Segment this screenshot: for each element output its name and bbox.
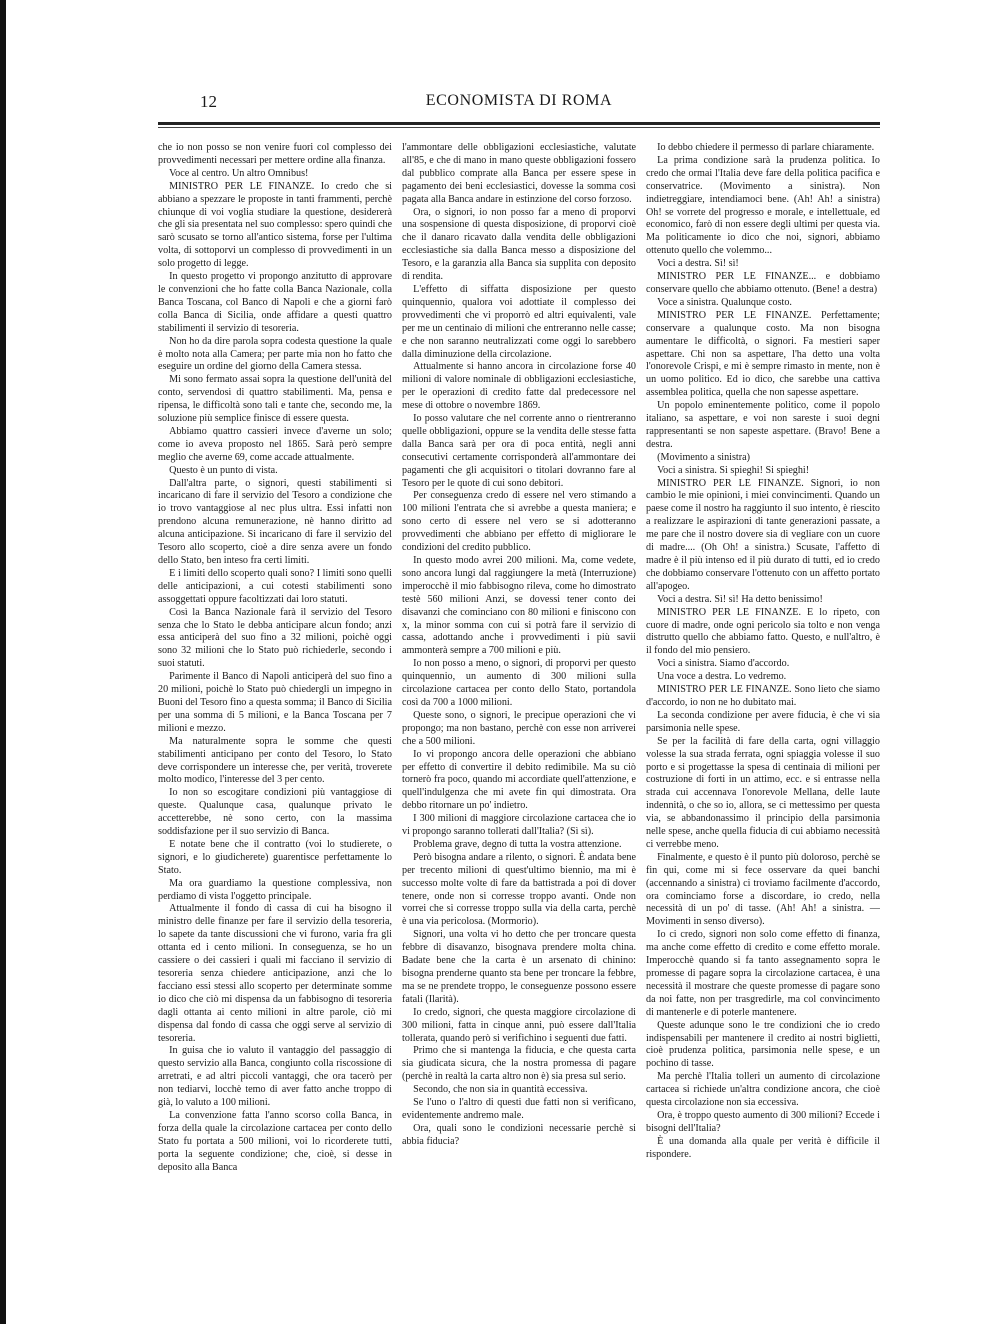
paragraph: Se l'uno o l'altro di questi due fatti non si verificano, evidentemente andremo male.	[402, 1097, 636, 1121]
paragraph: Attualmente il fondo di cassa di cui ha bisogno il ministro delle finanze per fare il servizio della tesoreria, lo sapete da tante discussioni che vi furono, varia fra gli ottanta ed i cento milioni. In conseguenza, se ho un cassiere o dei cassieri i quali mi facciano il servizio di tesoreria senza chiedere anticipazione, anzi che lo facciano essi stessi allo scoperto per determinate somme io dico che ciò mi dispensa da un fabbisogno di tesoreria dagli ottanta ai cento milioni in altre parole, ciò mi dispensa dal fondo di cassa che oggi serve al servizio di tesoreria.	[158, 903, 392, 1044]
paragraph: Ma naturalmente sopra le somme che questi stabilimenti anticipano per conto del Tesoro, lo Stato deve corrispondere un interesse che, per verità, troverete molto modico, l'interesse del 3 per cento.	[158, 735, 392, 786]
paragraph: Finalmente, e questo è il punto più doloroso, perchè se fin qui, come mi si fece osservare da quei banchi (accennando a sinistra) ci troviamo facilmente d'accordo, ora cominciamo forse a discordare, io credo, nella necessità di un po' di tasse. (Ah! Ah! a sinistra. — Movimenti in senso diverso).	[646, 851, 880, 928]
paragraph: Ora, è troppo questo aumento di 300 milioni? Eccede i bisogni dell'Italia?	[646, 1109, 880, 1134]
paragraph: Queste adunque sono le tre condizioni che io credo indispensabili per mantenere il credito ai nostri biglietti, cioè prudenza politica, parsimonia nelle spese, e un pochino di tasse.	[646, 1019, 880, 1070]
paragraph: MINISTRO PER LE FINANZE. Sono lieto che siamo d'accordo, io non ne ho dubitato mai.	[646, 684, 880, 708]
paragraph: Se per la facilità di fare della carta, ogni villaggio volesse la sua strada ferrata, ogni spiaggia volesse il suo porto e si progettasse la spesa di centinaia di milioni per costruzione di forti in un attimo, ecc. e si entrasse nella strada cui accennava l'onorevole Mellana, delle laute indennità, o che so io, allora, se ci mettessimo per questa via, se abbandonassimo il principio della parsimonia nelle spese, anche quella fiducia di cui abbiamo necessità ci verrebbe meno.	[646, 735, 880, 850]
paragraph: Mi sono fermato assai sopra la questione dell'unità del conto, servendosi di quattro stabilimenti. Ma, pensa e ripensa, le difficoltà sono tali e tante che, secondo me, la soluzione più semplice finisce di essere questa.	[158, 374, 392, 425]
paragraph: Ma ora guardiamo la questione complessiva, non perdiamo di vista l'oggetto principale.	[158, 877, 392, 902]
paragraph: Queste sono, o signori, le precipue operazioni che vi propongo; ma non bastano, perchè con esse non arriverei che a 500 milioni.	[402, 709, 636, 747]
paragraph: Per conseguenza credo di essere nel vero stimando a 100 milioni l'entrata che si avrebbe a questa maniera; e sono certo di essere nel vero se si adotteranno provvedimenti che abbiano per effetto di migliorare le condizioni del credito pubblico.	[402, 490, 636, 554]
paragraph: Io vi propongo ancora delle operazioni che abbiano per effetto di convertire il debito redimibile. Ma su ciò tornerò fra poco, quando mi accordiate quell'attenzione, e quell'indulgenza che mi avete fin qui dimostrata. Ora debbo ritornare un po' indietro.	[402, 748, 636, 812]
paragraph: Parimente il Banco di Napoli anticiperà del suo fino a 20 milioni, poichè lo Stato può chiedergli un impegno in Buoni del Tesoro fino a questa somma; il Banco di Sicilia per una somma di 5 milioni, e la Banca Toscana per 7 milioni e mezzo.	[158, 671, 392, 734]
paragraph: E notate bene che il contratto (voi lo studierete, o signori, e lo giudicherete) guarentisce perfettamente lo Stato.	[158, 838, 392, 876]
paragraph: Voci a sinistra. Siamo d'accordo.	[657, 658, 790, 670]
paragraph: Non ho da dire parola sopra codesta questione la quale è molto nota alla Camera; per parte mia non ho fatto che eseguire un ordine del giorno della Camera stessa.	[158, 335, 392, 373]
paragraph: MINISTRO PER LE FINANZE. Signori, io non cambio le mie opinioni, i miei convincimenti. Quando un paese come il nostro ha raggiunto il suo intento, è riescito a realizzare le aspirazioni di tante generazioni passate, a me pare che il nostro dovere sia di vegliare con un cuore di madre.... (Oh Oh! a sinistra.) Scusate, l'affetto di madre è il più intenso ed il più durato di tutti, ed io credo che dobbiamo conservare l'ottenuto con un affetto portato all'apogeo.	[646, 477, 880, 592]
paragraph: Però bisogna andare a rilento, o signori. È andata bene per trecento milioni di quest'ultimo biennio, ma mi è successo molte volte di fare da battistrada a poi di dover tenere, onde non si corresse troppo avanti. Onde non vorrei che si corresse troppo sulla via della carta, perchè è una via pericolosa. (Mormorio).	[402, 851, 636, 928]
paragraph: Voce a sinistra. Qualunque costo.	[657, 296, 792, 308]
paragraph: Dall'altra parte, o signori, questi stabilimenti si incaricano di fare il servizio del Tesoro a condizione che io trovo vantaggiose al nec plus ultra. Essi infatti non prendono alcuna remunerazione, nè hanno diritto ad alcuna anticipazione. Si incaricano di fare il servizio del Tesoro allo scoperto, cioè a dire senza avere un fondo dello Stato, ben inteso fra certi limiti.	[158, 477, 392, 566]
paragraph: In guisa che io valuto il vantaggio del passaggio di questo servizio alla Banca, congiunto colla riscossione di arretrati, e ad altri piccoli vantaggi, che ora tacerò per non tediarvi, locchè temo di aver fatto anche troppo di già, lo valuto a 100 milioni.	[158, 1045, 392, 1109]
paragraph: Ma perchè l'Italia tolleri un aumento di circolazione cartacea si richiede un'altra condizione ancora, che cioè questa circolazione non sia eccessiva.	[646, 1071, 880, 1109]
paragraph: Problema grave, degno di tutta la vostra attenzione.	[413, 838, 622, 850]
paragraph: Un popolo eminentemente politico, come il popolo italiano, sa aspettare, e voi non sareste i suoi degni rappresentanti se non sapeste aspettare. (Bravo! Bene a destra.	[646, 400, 880, 450]
header-rule-thick	[158, 122, 880, 125]
column-2	[402, 142, 636, 1175]
paragraph: (Movimento a sinistra)	[657, 451, 750, 463]
paragraph: Io posso valutare che nel corrente anno o rientreranno quelle obbligazioni, oppure se la vendita delle stesse fatta dalla Banca sarà per ora di poca entità, negli anni consecutivi certamente corrisponderà all'ammontare dei pagamenti che gli acquisitori o titolari dovranno fare al Tesoro per le quote di cui sono debitori.	[402, 413, 636, 489]
paragraph: Voci a sinistra. Si spieghi! Si spieghi!	[657, 464, 810, 476]
paragraph: Abbiamo quattro cassieri invece d'averne un solo; come io aveva proposto nel 1865. Sarà però sempre meglio che averne 69, come accade attualmente.	[158, 425, 392, 463]
paragraph: Io debbo chiedere il permesso di parlare chiaramente.	[657, 142, 875, 153]
paragraph: Io credo, signori, che questa maggiore circolazione di 300 milioni, fatta in cinque anni, può essere dall'Italia tollerata, quando però si verifichino i seguenti due fatti.	[402, 1006, 636, 1044]
paragraph: Attualmente si hanno ancora in circolazione forse 40 milioni di valore nominale di obbligazioni ecclesiastiche, per le operazioni di credito fatte dal predecessore nel mese di ottobre o novembre 1869.	[402, 361, 636, 412]
paragraph: Primo che si mantenga la fiducia, e che questa carta sia giudicata sicura, che la nostra promessa di pagare (perchè in realtà la carta altro non è) sia presa sul serio.	[402, 1045, 636, 1083]
paragraph: E i limiti dello scoperto quali sono? I limiti sono quelli delle anticipazioni, a cui cotesti stabilimenti sono assoggettati oppure facoltizzati dai loro statuti.	[158, 567, 392, 605]
paragraph: Io non posso a meno, o signori, di proporvi per questo quinquennio, un aumento di 300 milioni sulla circolazione cartacea per conto dello Stato, portandola così da 700 a 1000 milioni.	[402, 658, 636, 708]
paragraph: L'effetto di siffatta disposizione per questo quinquennio, qualora voi adottiate il complesso dei provvedimenti che vi proporrò ed altri equivalenti, vale per me un centinaio di milioni che entreranno nelle casse; e che non saranno neutralizzati come oggi lo sarebbero dalla diminuzione della circolazione.	[402, 283, 636, 360]
paragraph: Così la Banca Nazionale farà il servizio del Tesoro senza che lo Stato le debba anticipare alcun fondo; anzi essa anticiperà del suo fino a 32 milioni, poichè oggi sono 32 milioni che lo Stato può richiederle, secondo i suoi statuti.	[158, 606, 392, 670]
paragraph: Ora, o signori, io non posso far a meno di proporvi una sospensione di questa disposizione, di proporvi cioè che il danaro ricavato dalla vendita delle obbligazioni ecclesiastiche sia dalla Banca messo a disposizione del Tesoro, e la garanzia alla Banca sia supplita con deposito di rendita.	[402, 206, 636, 283]
header-rule-thin	[158, 127, 880, 128]
paragraph: Io non so escogitare condizioni più vantaggiose di queste. Qualunque casa, qualunque privato le accetterebbe, nè sono certo, con la massima soddisfazione per il suo servizio di Banca.	[158, 787, 392, 838]
paragraph: Questo è un punto di vista.	[169, 464, 278, 476]
paragraph: MINISTRO PER LE FINANZE. Perfettamente; conservare a qualunque costo. Ma non bisogna aumentare le difficoltà, o signori. Fa mestieri saper aspettare. Chi non sa aspettare, l'ha detto una volta l'onorevole Crispi, e mi è sempre rimasto in mente, non è un uomo politico. Ed io dico, che sarebbe una cattiva assemblea politica, quella che non sapesse aspettare.	[646, 309, 880, 399]
running-title: ECONOMISTA DI ROMA	[425, 92, 613, 109]
paragraph: MINISTRO PER LE FINANZE... e dobbiamo conservare quello che abbiamo ottenuto. (Bene! a destra)	[646, 271, 880, 295]
paragraph: MINISTRO PER LE FINANZE. E lo ripeto, con cuore di madre, onde ogni pericolo sia tolto e non venga distrutto quello che abbiamo fatto. Questo, e null'altro, è il fondo del mio pensiero.	[646, 606, 880, 657]
page-number: 12	[200, 92, 217, 111]
text-columns	[158, 142, 880, 1175]
column-1	[158, 142, 392, 1175]
paragraph: Io ci credo, signori non solo come effetto di finanza, ma anche come effetto di credito e come effetto morale. Imperocchè quando si fa tanto assegnamento sopra le promesse di pagare sopra la circolazione cartacea, è una necessità il mostrare che queste promesse di pagare sono da noi fatte, non per trasgredirle, ma col convincimento di mantenerle e di poterle mantenere.	[646, 929, 880, 1018]
paragraph: MINISTRO PER LE FINANZE. Io credo che si abbiano a spezzare le proposte in tanti frammenti, perchè chiunque di voi voglia studiare la questione, desidererà che gli sia presentata nel suo complesso: spero quindi che sarò scusato se torno all'antico sistema, forse per l'ultima volta, di sottoporvi un complesso di provvedimenti in un solo progetto di legge.	[158, 180, 392, 270]
newspaper-page	[158, 84, 880, 1316]
paragraph: che io non posso se non venire fuori col complesso dei provvedimenti necessari per mettere ordine alla finanza.	[158, 142, 392, 166]
column-3	[646, 142, 880, 1175]
paragraph: In questo modo avrei 200 milioni. Ma, come vedete, sono ancora lungi dal raggiungere la metà (Interruzione) imperocchè il mio fabbisogno rileva, come ho dimostrato testè 560 milioni Anzi, se dovessi tener conto dei disavanzi che cominciano con 80 milioni e finiscono con x, la minor somma con cui si potrà fare il servizio di cassa, adottando anche i provvedimenti i più savii ammonterà sempre a 700 milioni e più.	[402, 555, 636, 657]
paragraph: Voce al centro. Un altro Omnibus!	[169, 167, 309, 179]
paragraph: Voci a destra. Sì! sì!	[657, 258, 739, 270]
paragraph: In questo progetto vi propongo anzitutto di approvare le convenzioni che ho fatte colla Banca Nazionale, colla Banca Toscana, col Banco di Napoli e che a giorni farò colla Banca di Sicilia, onde affidare a questi quattro stabilimenti il servizio di tesoreria.	[158, 271, 392, 334]
paragraph: Voci a destra. Sì! sì! Ha detto benissimo!	[657, 593, 823, 605]
paragraph: È una domanda alla quale per verità è difficile il rispondere.	[646, 1135, 880, 1160]
paragraph: Signori, una volta vi ho detto che per troncare questa febbre di disavanzo, bisognava prendere molta china. Badate bene che la carta è un arsenato di chinino: bisogna prenderne quanto sta bene per troncare la febbre, ma se ne prendete troppo, le conseguenze possono essere fatali (Ilarità).	[402, 929, 636, 1005]
paragraph: La seconda condizione per avere fiducia, è che vi sia parsimonia nelle spese.	[646, 709, 880, 734]
paragraph: Secondo, che non sia in quantità eccessiva.	[413, 1084, 588, 1096]
paragraph: I 300 milioni di maggiore circolazione cartacea che io vi propongo saranno tollerati dall'Italia? (Sì sì).	[402, 813, 636, 838]
paragraph: l'ammontare delle obbligazioni ecclesiastiche, valutate all'85, e che di mano in mano queste obbligazioni fossero dal pubblico comprate alla Banca per essere spese in pagamento dei beni ecclesiastici, dovesse la somma così pagata alla Banca andare in estinzione del corso forzoso.	[402, 142, 636, 205]
paragraph: La convenzione fatta l'anno scorso colla Banca, in forza della quale la circolazione cartacea per conto dello Stato fu portata a 500 milioni, voi lo ricorderete tutti, porta la seguente condizione; che, cioè, si desse in deposito alla Banca	[158, 1109, 392, 1173]
paragraph: Una voce a destra. Lo vedremo.	[657, 671, 787, 683]
paragraph: La prima condizione sarà la prudenza politica. Io credo che ormai l'Italia deve fare della politica pacifica e conservatrice. (Movimento a sinistra). Non indietreggiare, intendiamoci bene. (Ah! Ah! a sinistra) Oh! se vorrete del progresso e morale, e intellettuale, ed economico, farò di non essere degli ultimi per questa via. Ma politicamente io dico che noi, signori, abbiamo ottenuto quello che volemmo...	[646, 154, 880, 257]
scan-edge	[0, 0, 6, 1324]
paragraph: Ora, quali sono le condizioni necessarie perchè si abbia fiducia?	[402, 1122, 636, 1147]
